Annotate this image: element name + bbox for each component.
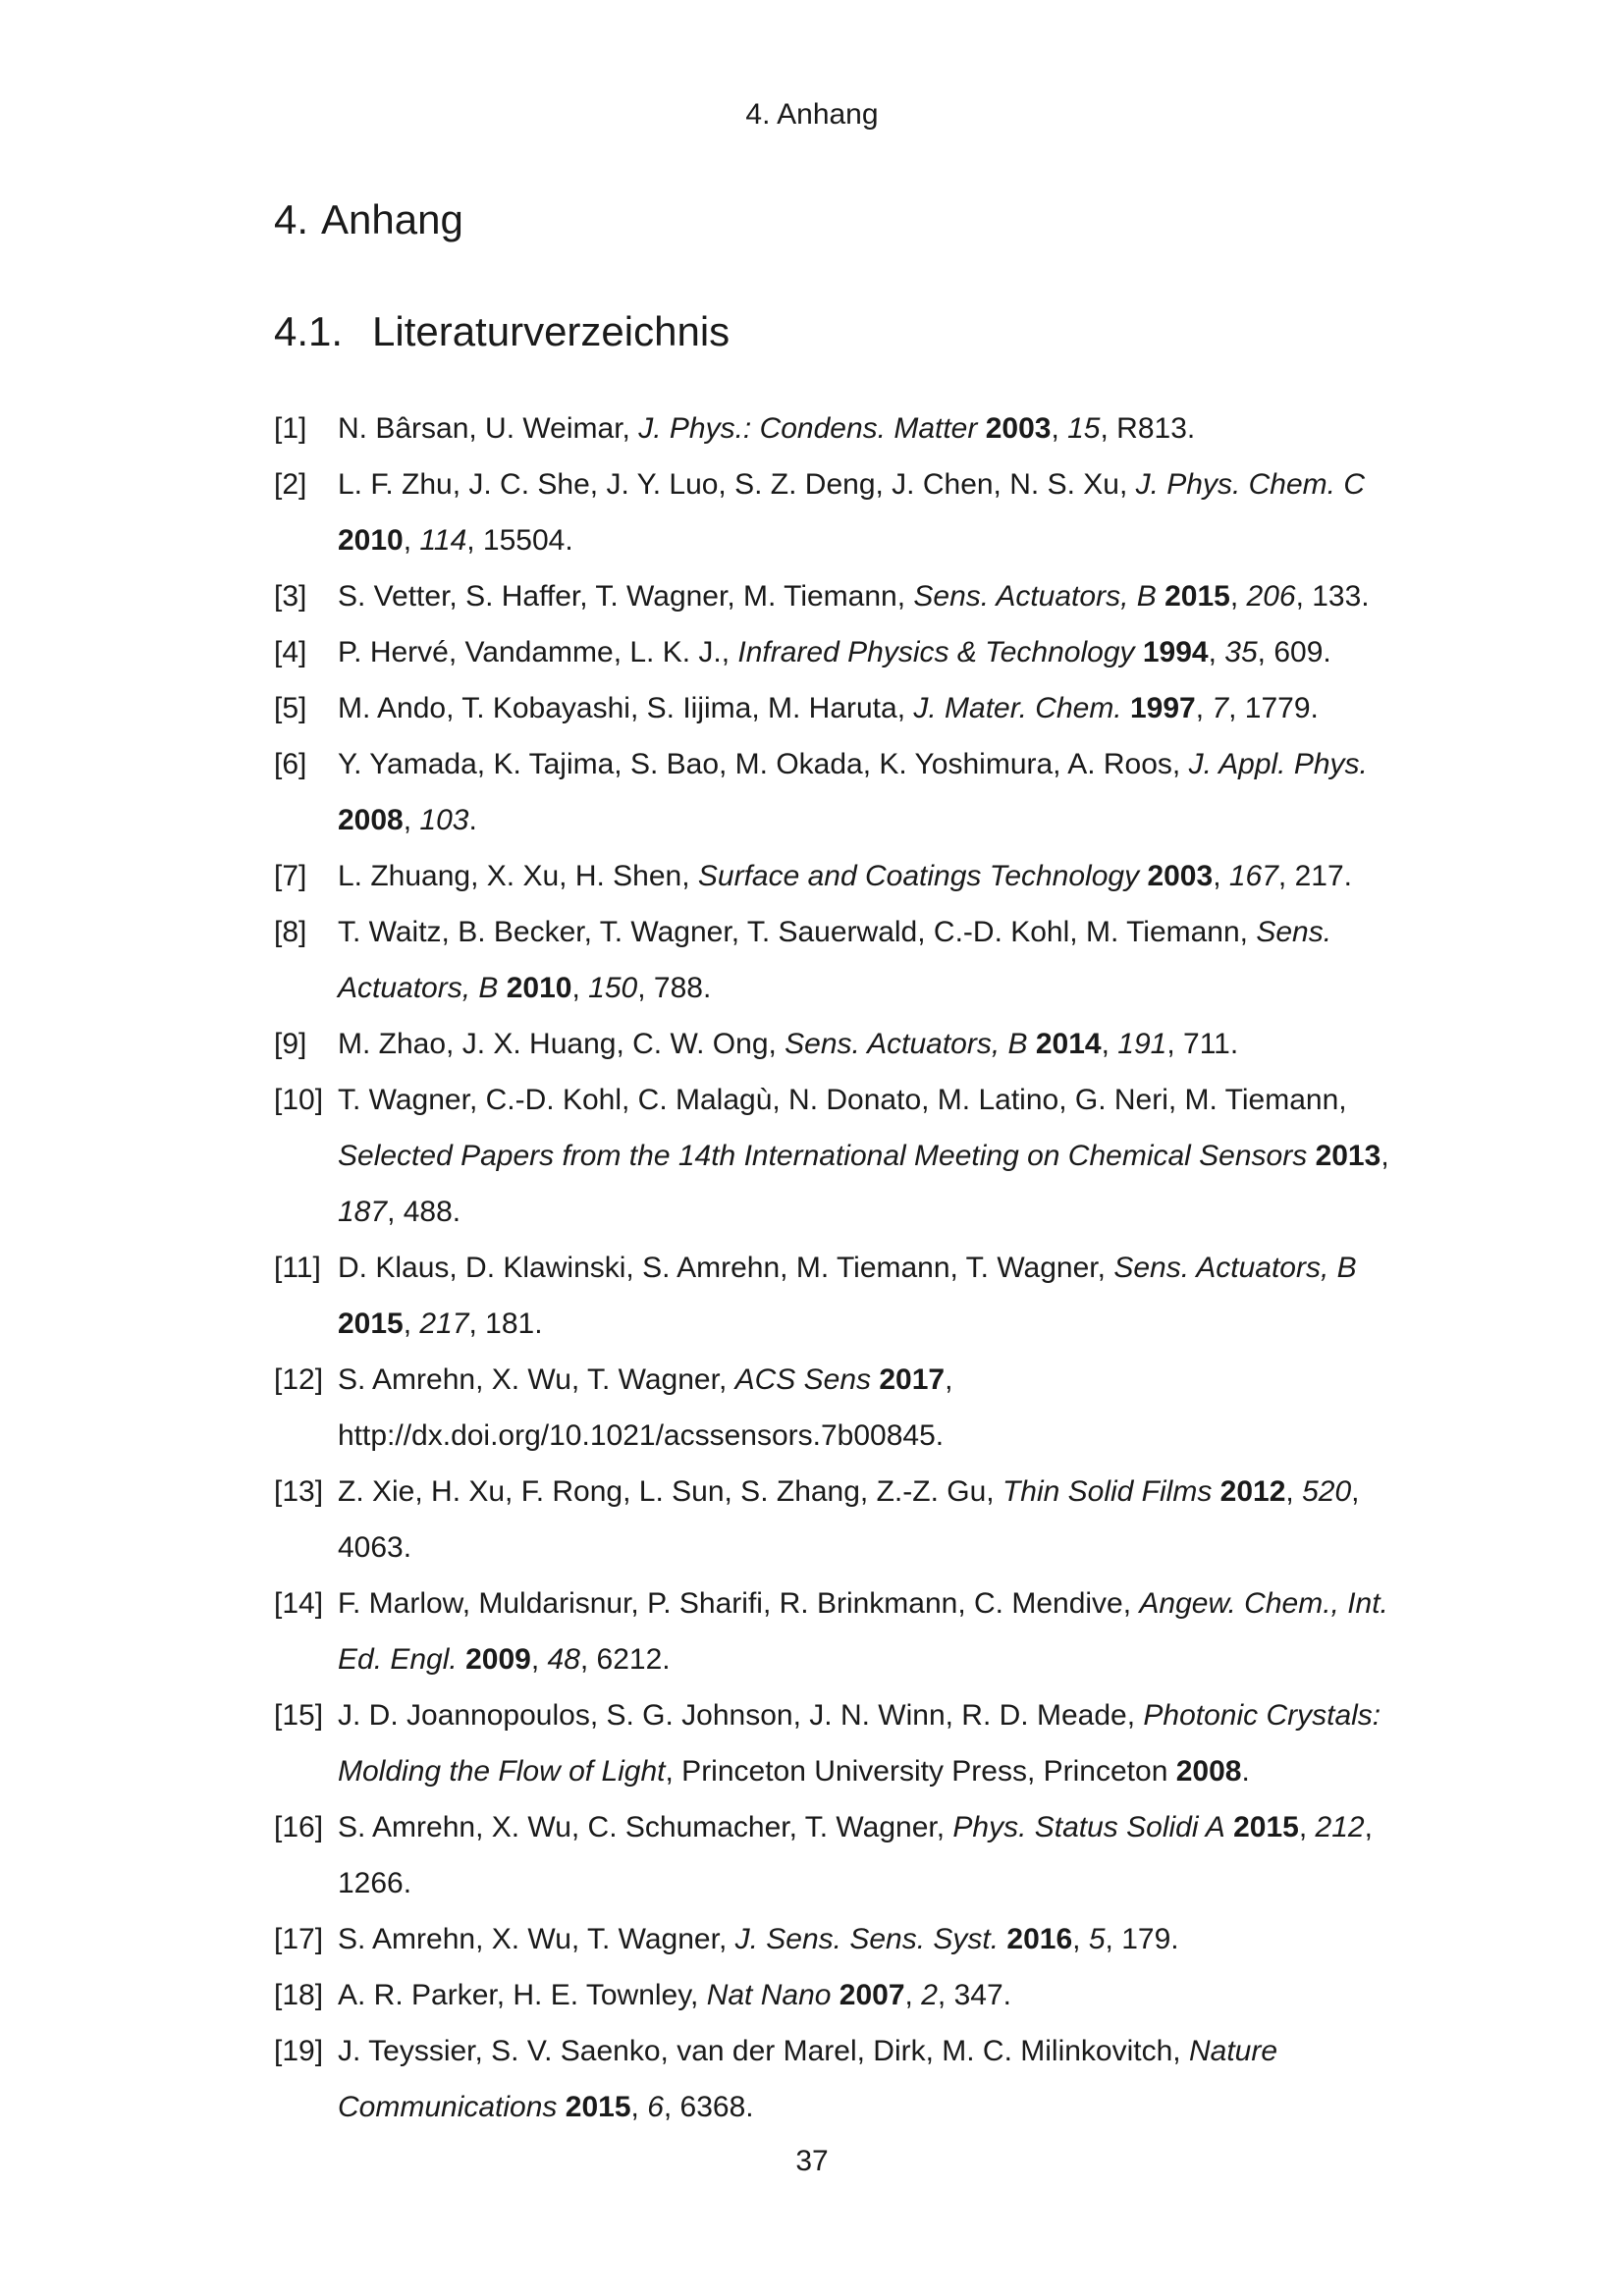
reference-index: [14] bbox=[274, 1587, 324, 1620]
chapter-number: 4. bbox=[274, 196, 309, 242]
reference-authors: S. Amrehn, X. Wu, T. Wagner, bbox=[338, 1923, 735, 1955]
reference-year: 1994 bbox=[1142, 636, 1209, 668]
reference-journal: Selected Papers from the 14th International Meeting on Chemical Sensors bbox=[338, 1140, 1308, 1172]
reference-year: 2003 bbox=[1147, 860, 1214, 892]
section-title-text: Literaturverzeichnis bbox=[372, 308, 731, 354]
reference-item: [4] P. Hervé, Vandamme, L. K. J., Infrared Physics & Technology 1994, 35, 609. bbox=[274, 624, 1437, 680]
reference-pages: . bbox=[468, 804, 477, 836]
reference-index: [19] bbox=[274, 2035, 324, 2067]
reference-item: [1] N. Bârsan, U. Weimar, J. Phys.: Condens. Matter 2003, 15, R813. bbox=[274, 400, 1437, 456]
reference-pages: , 133. bbox=[1295, 580, 1370, 613]
reference-volume: 187 bbox=[338, 1196, 388, 1228]
reference-pages: , 1266. bbox=[338, 1811, 1373, 1899]
reference-volume: 167 bbox=[1228, 860, 1278, 892]
reference-journal: Phys. Status Solidi A bbox=[952, 1811, 1225, 1843]
reference-year: 2015 bbox=[1164, 580, 1230, 613]
reference-index: [15] bbox=[274, 1699, 324, 1732]
reference-item: [11] D. Klaus, D. Klawinski, S. Amrehn, M. Tiemann, T. Wagner, Sens. Actuators, B 2015, 217, 181. bbox=[274, 1240, 1437, 1352]
reference-year: 2012 bbox=[1219, 1475, 1286, 1508]
reference-item: [10] T. Wagner, C.-D. Kohl, C. Malagù, N. Donato, M. Latino, G. Neri, M. Tiemann, Selected Papers from the 14th International Meeting on Chemical Sensors 2013, 187, 488. bbox=[274, 1072, 1437, 1240]
reference-index: [9] bbox=[274, 1028, 307, 1060]
reference-pages: , 488. bbox=[387, 1196, 461, 1228]
reference-volume: 206 bbox=[1246, 580, 1296, 613]
reference-index: [18] bbox=[274, 1979, 324, 2011]
reference-authors: L. F. Zhu, J. C. She, J. Y. Luo, S. Z. Deng, J. Chen, N. S. Xu, bbox=[338, 468, 1136, 501]
reference-index: [8] bbox=[274, 916, 307, 948]
reference-item: [2] L. F. Zhu, J. C. She, J. Y. Luo, S. Z. Deng, J. Chen, N. S. Xu, J. Phys. Chem. C 2010, 114, 15504. bbox=[274, 456, 1437, 568]
reference-year: 2017 bbox=[879, 1363, 946, 1396]
chapter-title-text: Anhang bbox=[321, 196, 463, 242]
reference-journal: Thin Solid Films bbox=[1001, 1475, 1213, 1508]
reference-volume: 114 bbox=[419, 524, 467, 557]
reference-item: [8] T. Waitz, B. Becker, T. Wagner, T. Sauerwald, C.-D. Kohl, M. Tiemann, Sens. Actuators, B 2010, 150, 788. bbox=[274, 904, 1437, 1016]
reference-journal: Nat Nano bbox=[706, 1979, 832, 2011]
reference-pages: , 4063. bbox=[338, 1475, 1360, 1564]
reference-pages: , 609. bbox=[1257, 636, 1331, 668]
reference-authors: S. Amrehn, X. Wu, C. Schumacher, T. Wagner, bbox=[338, 1811, 953, 1843]
reference-authors: N. Bârsan, U. Weimar, bbox=[338, 412, 639, 445]
reference-index: [2] bbox=[274, 468, 307, 501]
reference-volume: 520 bbox=[1302, 1475, 1352, 1508]
reference-volume: 7 bbox=[1212, 692, 1229, 724]
reference-volume: 212 bbox=[1315, 1811, 1365, 1843]
reference-authors: T. Wagner, C.-D. Kohl, C. Malagù, N. Donato, M. Latino, G. Neri, M. Tiemann, bbox=[338, 1084, 1347, 1116]
reference-authors: S. Vetter, S. Haffer, T. Wagner, M. Tiemann, bbox=[338, 580, 914, 613]
reference-year: 2003 bbox=[985, 412, 1052, 445]
reference-year: 2016 bbox=[1006, 1923, 1073, 1955]
reference-item bbox=[274, 1687, 1437, 1799]
reference-pages: , http://dx.doi.org/10.1021/acssensors.7b00845. bbox=[338, 1363, 953, 1452]
reference-journal: J. Phys.: Condens. Matter bbox=[638, 412, 978, 445]
reference-authors: J. Teyssier, S. V. Saenko, van der Marel, Dirk, M. C. Milinkovitch, bbox=[338, 2035, 1189, 2067]
reference-index: [16] bbox=[274, 1811, 324, 1843]
reference-index: [3] bbox=[274, 580, 307, 613]
reference-index: [7] bbox=[274, 860, 307, 892]
reference-year: 2008 bbox=[1175, 1755, 1242, 1788]
reference-authors: S. Amrehn, X. Wu, T. Wagner, bbox=[338, 1363, 735, 1396]
reference-year: 2015 bbox=[565, 2091, 631, 2123]
reference-journal: Infrared Physics & Technology bbox=[737, 636, 1135, 668]
section-number: 4.1. bbox=[274, 308, 344, 354]
reference-authors: A. R. Parker, H. E. Townley, bbox=[338, 1979, 707, 2011]
reference-item: [9] M. Zhao, J. X. Huang, C. W. Ong, Sens. Actuators, B 2014, 191, 711. bbox=[274, 1016, 1437, 1072]
reference-item: [3] S. Vetter, S. Haffer, T. Wagner, M. Tiemann, Sens. Actuators, B 2015, 206, 133. bbox=[274, 568, 1437, 624]
reference-journal: Nature Communications bbox=[338, 2035, 1278, 2123]
reference-journal: Photonic Crystals: Molding the Flow of Light bbox=[338, 1699, 1381, 1788]
reference-pages: , 6368. bbox=[663, 2091, 754, 2123]
reference-item: [19] J. Teyssier, S. V. Saenko, van der Marel, Dirk, M. C. Milinkovitch, Nature Communications 2015, 6, 6368. bbox=[274, 2023, 1437, 2135]
reference-index: [4] bbox=[274, 636, 307, 668]
reference-authors: P. Hervé, Vandamme, L. K. J., bbox=[338, 636, 738, 668]
reference-pages: , 217. bbox=[1277, 860, 1352, 892]
reference-pages: , 6212. bbox=[579, 1643, 671, 1676]
reference-pages: , R813. bbox=[1100, 412, 1196, 445]
reference-year: 2008 bbox=[338, 804, 404, 836]
reference-publisher: , Princeton University Press, Princeton bbox=[665, 1755, 1176, 1788]
reference-item: [16] S. Amrehn, X. Wu, C. Schumacher, T. Wagner, Phys. Status Solidi A 2015, 212, 1266. bbox=[274, 1799, 1437, 1911]
reference-index: [11] bbox=[274, 1252, 321, 1284]
reference-authors: D. Klaus, D. Klawinski, S. Amrehn, M. Tiemann, T. Wagner, bbox=[338, 1252, 1114, 1284]
reference-year: 2014 bbox=[1035, 1028, 1102, 1060]
reference-item: [17] S. Amrehn, X. Wu, T. Wagner, J. Sens. Sens. Syst. 2016, 5, 179. bbox=[274, 1911, 1437, 1967]
reference-authors: T. Waitz, B. Becker, T. Wagner, T. Sauerwald, C.-D. Kohl, M. Tiemann, bbox=[338, 916, 1257, 948]
reference-year: 1997 bbox=[1130, 692, 1196, 724]
reference-year: 2010 bbox=[338, 524, 404, 557]
reference-authors: F. Marlow, Muldarisnur, P. Sharifi, R. Brinkmann, C. Mendive, bbox=[338, 1587, 1140, 1620]
reference-index: [10] bbox=[274, 1084, 324, 1116]
reference-authors: Z. Xie, H. Xu, F. Rong, L. Sun, S. Zhang, Z.-Z. Gu, bbox=[338, 1475, 1002, 1508]
reference-pages: , 788. bbox=[637, 972, 712, 1004]
reference-item: [5] M. Ando, T. Kobayashi, S. Iijima, M. Haruta, J. Mater. Chem. 1997, 7, 1779. bbox=[274, 680, 1437, 736]
reference-volume: 15 bbox=[1067, 412, 1101, 445]
reference-year: 2015 bbox=[1233, 1811, 1299, 1843]
reference-item: [6] Y. Yamada, K. Tajima, S. Bao, M. Okada, K. Yoshimura, A. Roos, J. Appl. Phys. 2008, 103. bbox=[274, 736, 1437, 848]
reference-journal: Sens. Actuators, B bbox=[913, 580, 1157, 613]
reference-year: 2010 bbox=[506, 972, 572, 1004]
reference-journal: Surface and Coatings Technology bbox=[697, 860, 1140, 892]
reference-journal: Sens. Actuators, B bbox=[785, 1028, 1028, 1060]
reference-pages: , 711. bbox=[1166, 1028, 1239, 1060]
reference-volume: 217 bbox=[419, 1308, 469, 1340]
reference-item: [18] A. R. Parker, H. E. Townley, Nat Nano 2007, 2, 347. bbox=[274, 1967, 1437, 2023]
section-title bbox=[274, 308, 730, 355]
reference-pages: , 347. bbox=[937, 1979, 1011, 2011]
reference-index: [12] bbox=[274, 1363, 324, 1396]
reference-index: [5] bbox=[274, 692, 307, 724]
reference-journal: Angew. Chem., Int. Ed. Engl. bbox=[338, 1587, 1388, 1676]
reference-item bbox=[274, 1352, 1437, 1464]
reference-authors: L. Zhuang, X. Xu, H. Shen, bbox=[338, 860, 698, 892]
reference-list bbox=[274, 400, 1437, 2135]
reference-pages: , 179. bbox=[1105, 1923, 1179, 1955]
reference-volume: 5 bbox=[1088, 1923, 1106, 1955]
reference-pages: . bbox=[1241, 1755, 1250, 1788]
page-number: 37 bbox=[795, 2145, 829, 2177]
reference-volume: 150 bbox=[588, 972, 638, 1004]
reference-authors: M. Zhao, J. X. Huang, C. W. Ong, bbox=[338, 1028, 785, 1060]
reference-year: 2009 bbox=[465, 1643, 531, 1676]
reference-authors: M. Ando, T. Kobayashi, S. Iijima, M. Haruta, bbox=[338, 692, 914, 724]
reference-year: 2007 bbox=[839, 1979, 905, 2011]
reference-journal: Sens. Actuators, B bbox=[338, 916, 1332, 1004]
reference-journal: ACS Sens bbox=[734, 1363, 872, 1396]
reference-item: [13] Z. Xie, H. Xu, F. Rong, L. Sun, S. Zhang, Z.-Z. Gu, Thin Solid Films 2012, 520, 4063. bbox=[274, 1464, 1437, 1575]
reference-pages: , 181. bbox=[468, 1308, 543, 1340]
reference-index: [1] bbox=[274, 412, 307, 445]
reference-authors: Y. Yamada, K. Tajima, S. Bao, M. Okada, K. Yoshimura, A. Roos, bbox=[338, 748, 1189, 780]
reference-journal: J. Appl. Phys. bbox=[1188, 748, 1368, 780]
reference-pages: , 1779. bbox=[1228, 692, 1319, 724]
reference-year: 2015 bbox=[338, 1308, 404, 1340]
reference-pages: , 15504. bbox=[466, 524, 573, 557]
reference-item: [14] F. Marlow, Muldarisnur, P. Sharifi, R. Brinkmann, C. Mendive, Angew. Chem., Int. Ed. Engl. 2009, 48, 6212. bbox=[274, 1575, 1437, 1687]
reference-journal: J. Sens. Sens. Syst. bbox=[734, 1923, 1000, 1955]
reference-authors: J. D. Joannopoulos, S. G. Johnson, J. N. Winn, R. D. Meade, bbox=[338, 1699, 1144, 1732]
reference-journal: J. Mater. Chem. bbox=[913, 692, 1122, 724]
reference-volume: 35 bbox=[1224, 636, 1258, 668]
chapter-title bbox=[274, 196, 463, 243]
reference-index: [13] bbox=[274, 1475, 324, 1508]
reference-index: [6] bbox=[274, 748, 307, 780]
reference-volume: 103 bbox=[419, 804, 469, 836]
running-header: 4. Anhang bbox=[745, 98, 879, 131]
reference-volume: 48 bbox=[547, 1643, 580, 1676]
reference-volume: 2 bbox=[921, 1979, 938, 2011]
reference-index: [17] bbox=[274, 1923, 324, 1955]
reference-item: [7] L. Zhuang, X. Xu, H. Shen, Surface and Coatings Technology 2003, 167, 217. bbox=[274, 848, 1437, 904]
reference-journal: Sens. Actuators, B bbox=[1113, 1252, 1357, 1284]
reference-journal: J. Phys. Chem. C bbox=[1135, 468, 1366, 501]
reference-year: 2013 bbox=[1315, 1140, 1381, 1172]
reference-volume: 6 bbox=[647, 2091, 664, 2123]
reference-volume: 191 bbox=[1117, 1028, 1167, 1060]
